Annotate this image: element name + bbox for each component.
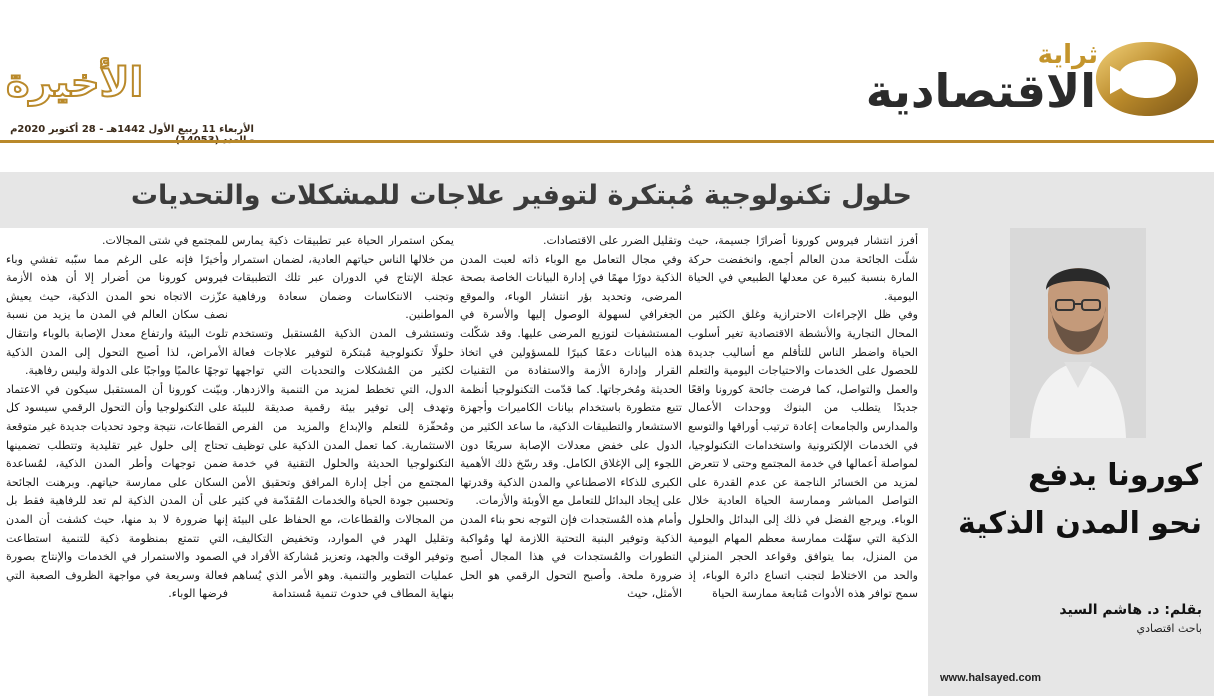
paragraph: يمكن استمرار الحياة عبر تطبيقات ذكية يمارس من خلالها الناس حياتهم العادية، لضمان استمرار عجلة الإنتاج في الدوران عبر تلك التطبيقات وتجنب الانتكاسات وضمان سعادة ورفاهية المواطنين. — [232, 234, 454, 322]
paragraph: وأخيرًا فإنه على الرغم مما سبّبه تفشي وباء فيروس كورونا من أضرار إلا أن هذه الأزمة عزّزت الاتجاه نحو المدن الذكية، حيث يعيش نصف سكان العالم في المدن ما يزيد من نسبة تلوث البيئة وارتفاع معدل الإصابة بالوباء وانتقال الأمراض، لذا أصبح التحول إلى المدن الذكية توجهًا عالميًا وواجبًا على الدولة وليس رفاهية. — [6, 252, 228, 378]
article-column-2 — [460, 232, 682, 692]
paragraph: للمجتمع في شتى المجالات. — [102, 234, 228, 247]
logo-ring-icon — [1092, 36, 1202, 122]
article-kicker — [940, 452, 1202, 548]
author-title: باحث اقتصادي — [1136, 622, 1202, 635]
logo-main-text: الاقتصادية — [865, 64, 1096, 118]
article-headline: حلول تكنولوجية مُبتكرة لتوفير علاجات للمشكلات والتحديات — [130, 180, 912, 211]
logo-small-text: ثراية — [1037, 40, 1098, 70]
kicker-line-2: نحو المدن الذكية — [958, 506, 1202, 541]
dateline — [8, 124, 1214, 138]
paragraph: وبيّنت كورونا أن المستقبل سيكون في الاعتماد على التكنولوجيا وأن التحول الرقمي سيسود كل القطاعات، نتيجة وجود تحديات جديدة غير متوقعة تحتاج إلى حلول غير تقليدية وتتطلب تضمينها ضمن توجهات وأطر المدن الذكية، لمُساعدة السكان على ممارسة حياتهم. وبرهنت الجائحة على أن المدن الذكية لم تعد للرفاهية فقط بل إنها ضرورة لا بد منها، حيث كشفت أن المدن التي تتمتع بمنظومة ذكية للتنمية استطاعت الصمود والاستمرار في الخدمات والإنتاج بصورة فعالة وسريعة في مواجهة الظروف الصعبة التي فرضها الوباء. — [6, 382, 228, 601]
masthead — [0, 0, 1214, 140]
paragraph: وفي مجال التعامل مع الوباء ذاته لعبت المدن الذكية دورًا مهمًا في إدارة البيانات الخاصة بصحة المرضى، وتحديد بؤر انتشار الوباء، والموقع الجغرافي لسهولة الوصول إليها والأسرة في المستشفيات لتوزيع المرضى عليها. وقد شكّلت هذه البيانات دعمًا كبيرًا للمسؤولين في اتخاذ القرار وإدارة الأزمة والاستفادة من التقنيات الحديثة ومُخرجاتها. كما قدّمت التكنولوجيا أنظمة تتبع متطورة باستخدام بيانات الكاميرات وأجهزة الاستشعار والتطبيقات الذكية، ما ساعد الكثير من الدول على خفض معدلات الإصابة سريعًا دون اللجوء إلى الإغلاق الكامل. وقد رسّخ ذلك الأهمية الكبرى للذكاء الاصطناعي والمدن الذكية وقدرتها على إيجاد البدائل للتعامل مع الأوبئة والأزمات. — [460, 252, 682, 508]
paragraph: وفي ظل الإجراءات الاحترازية وغلق الكثير من المحال التجارية والأنشطة الاقتصادية تغير أسلوب الحياة واضطر الناس للتأقلم مع أساليب جديدة للحصول على الخدمات والاحتياجات اليومية والتعلم والعمل والتواصل، كما فرضت جائحة كورونا واقعًا جديدًا يتطلب من البنوك ووحدات الأعمال والمدارس والجامعات إعادة ترتيب أوراقها والتوسع في الخدمات الإلكترونية واستخدامات التكنولوجيا، لمواصلة أعمالها في خدمة المجتمع وحتى لا تتعرض لمزيد من الخسائر الناجمة عن عدم القدرة على التواصل المباشر وممارسة الحياة العادية خلال الوباء. ويرجع الفضل في ذلك إلى البدائل والحلول الذكية التي سهّلت ممارسة معظم المهام اليومية من المنزل، بما يتوافق وقواعد الحجر المنزلي والحد من الاختلاط لتجنب اتساع دائرة الوباء، إذ سمح توافر هذه الأدوات مُتابعة ممارسة الحياة — [688, 308, 918, 601]
dateline-text: الأربعاء 11 ربيع الأول 1442هـ - 28 أكتوبر 2020م — [10, 124, 254, 135]
author-photo — [1010, 228, 1146, 438]
paragraph: وتستشرف المدن الذكية المُستقبل وتستخدم حلولًا تكنولوجية مُبتكرة لتوفير علاجات فعالة لكثير من المُشكلات والتحديات التي تواجهها الدول، التي تخطط لمزيد من التنمية والازدهار. وتهدف إلى توفير بيئة رقمية صديقة للبيئة ومُحفّزة للتعلم والإبداع والمزيد من الفرص الاستثمارية. كما تعمل المدن الذكية على توظيف التكنولوجيا الحديثة والحلول التقنية في خدمة المجتمع من أجل إدارة المرافق وتحقيق الأمن وتحسين جودة الحياة والخدمات المُقدّمة في كثير من المجالات والقطاعات، مع الحفاظ على البيئة وتقليل الهدر في الموارد، وتخفيض التكاليف، وتوفير الوقت والجهد، وتعزيز مُشاركة الأفراد في عمليات التطوير والتنمية. وهو الأمر الذي يُساهم بنهاية المطاف في حدوث تنمية مُستدامة — [232, 326, 454, 601]
paragraph: وأمام هذه المُستجدات فإن التوجه نحو بناء المدن الذكية وتوفير البنية التحتية اللازمة لها ومُواكبة التطورات والمُستجدات في هذا المجال أصبح ضرورة ملحة. وأصبح التحول الرقمي هو الحل الأمثل، حيث — [460, 512, 682, 601]
website-link[interactable]: www.halsayed.com — [940, 672, 1042, 684]
paragraph: أفرز انتشار فيروس كورونا أضرارًا جسيمة، حيث شلّت الجائحة مدن العالم أجمع، وانخفضت حركة المارة بنسبة كبيرة عن معدلها الطبيعي في الحياة اليومية. — [688, 234, 918, 303]
article-column-4 — [6, 232, 228, 692]
header-rule — [0, 140, 1214, 143]
byline: بقلم: د. هاشم السيد — [1059, 602, 1202, 618]
kicker-line-1: كورونا يدفع — [1028, 458, 1202, 493]
paragraph: وتقليل الضرر على الاقتصادات. — [542, 234, 682, 247]
section-label: الأخيرة — [6, 60, 144, 106]
article-column-3 — [232, 232, 454, 692]
article-column-1 — [688, 232, 918, 692]
